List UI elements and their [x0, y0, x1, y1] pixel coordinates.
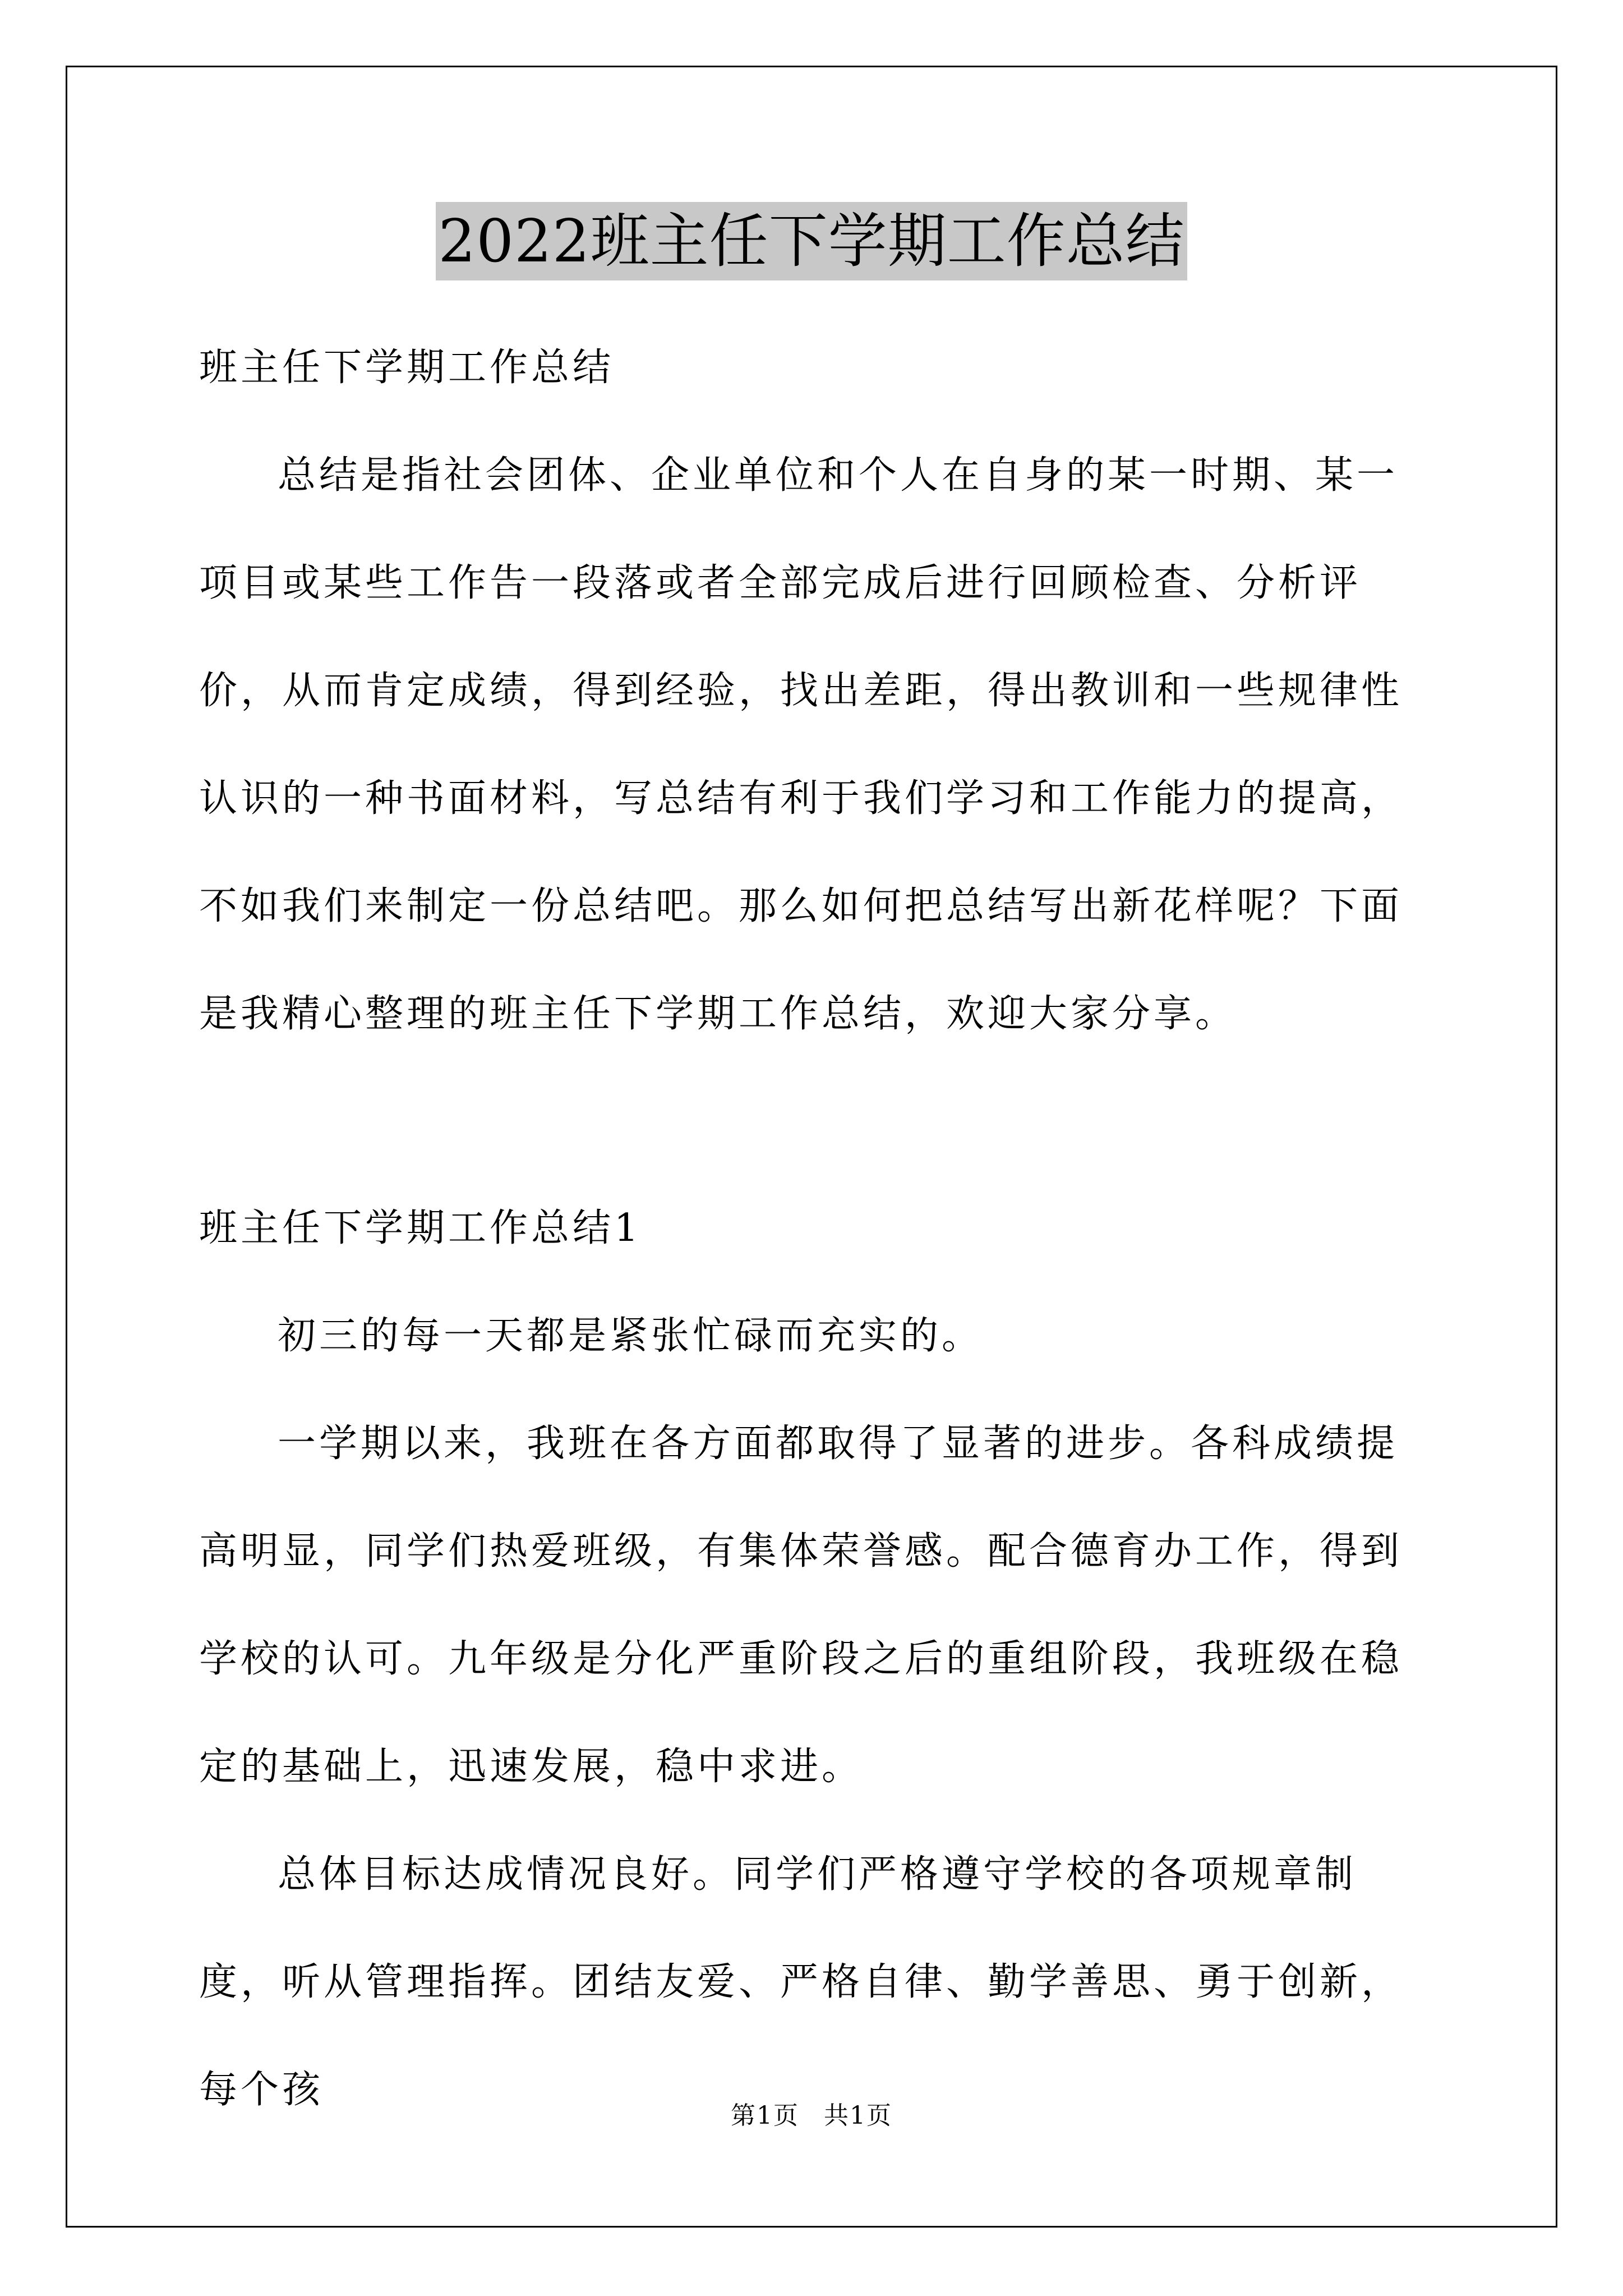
body-paragraph: 一学期以来，我班在各方面都取得了显著的进步。各科成绩提高明显，同学们热爱班级，有集体荣誉感。配合德育办工作，得到学校的认可。九年级是分化严重阶段之后的重组阶段，我班级在稳定的基础上，迅速发展，稳中求进。 [199, 1421, 1403, 1789]
document-body [199, 314, 1433, 2144]
section-spacer [199, 1068, 1433, 1175]
page-number-current: 第1页 [731, 2101, 799, 2130]
title-container [0, 202, 1623, 280]
document-title: 2022班主任下学期工作总结 [436, 202, 1187, 280]
page-footer [0, 2095, 1623, 2131]
intro-paragraph: 总结是指社会团体、企业单位和个人在自身的某一时期、某一项目或某些工作告一段落或者全部完成后进行回顾检查、分析评价，从而肯定成绩，得到经验，找出差距，得出教训和一些规律性认识的一种书面材料，写总结有利于我们学习和工作能力的提高，不如我们来制定一份总结吧。那么如何把总结写出新花样呢？下面是我精心整理的班主任下学期工作总结，欢迎大家分享。 [199, 453, 1403, 1036]
body-paragraph: 初三的每一天都是紧张忙碌而充实的。 [278, 1314, 984, 1358]
page-number-total: 共1页 [824, 2101, 892, 2130]
subtitle-heading: 班主任下学期工作总结 [199, 346, 615, 390]
section-heading-1: 班主任下学期工作总结1 [199, 1206, 642, 1250]
body-paragraph: 总体目标达成情况良好。同学们严格遵守学校的各项规章制度，听从管理指挥。团结友爱、严格自律、勤学善思、勇于创新，每个孩 [199, 1852, 1403, 2112]
